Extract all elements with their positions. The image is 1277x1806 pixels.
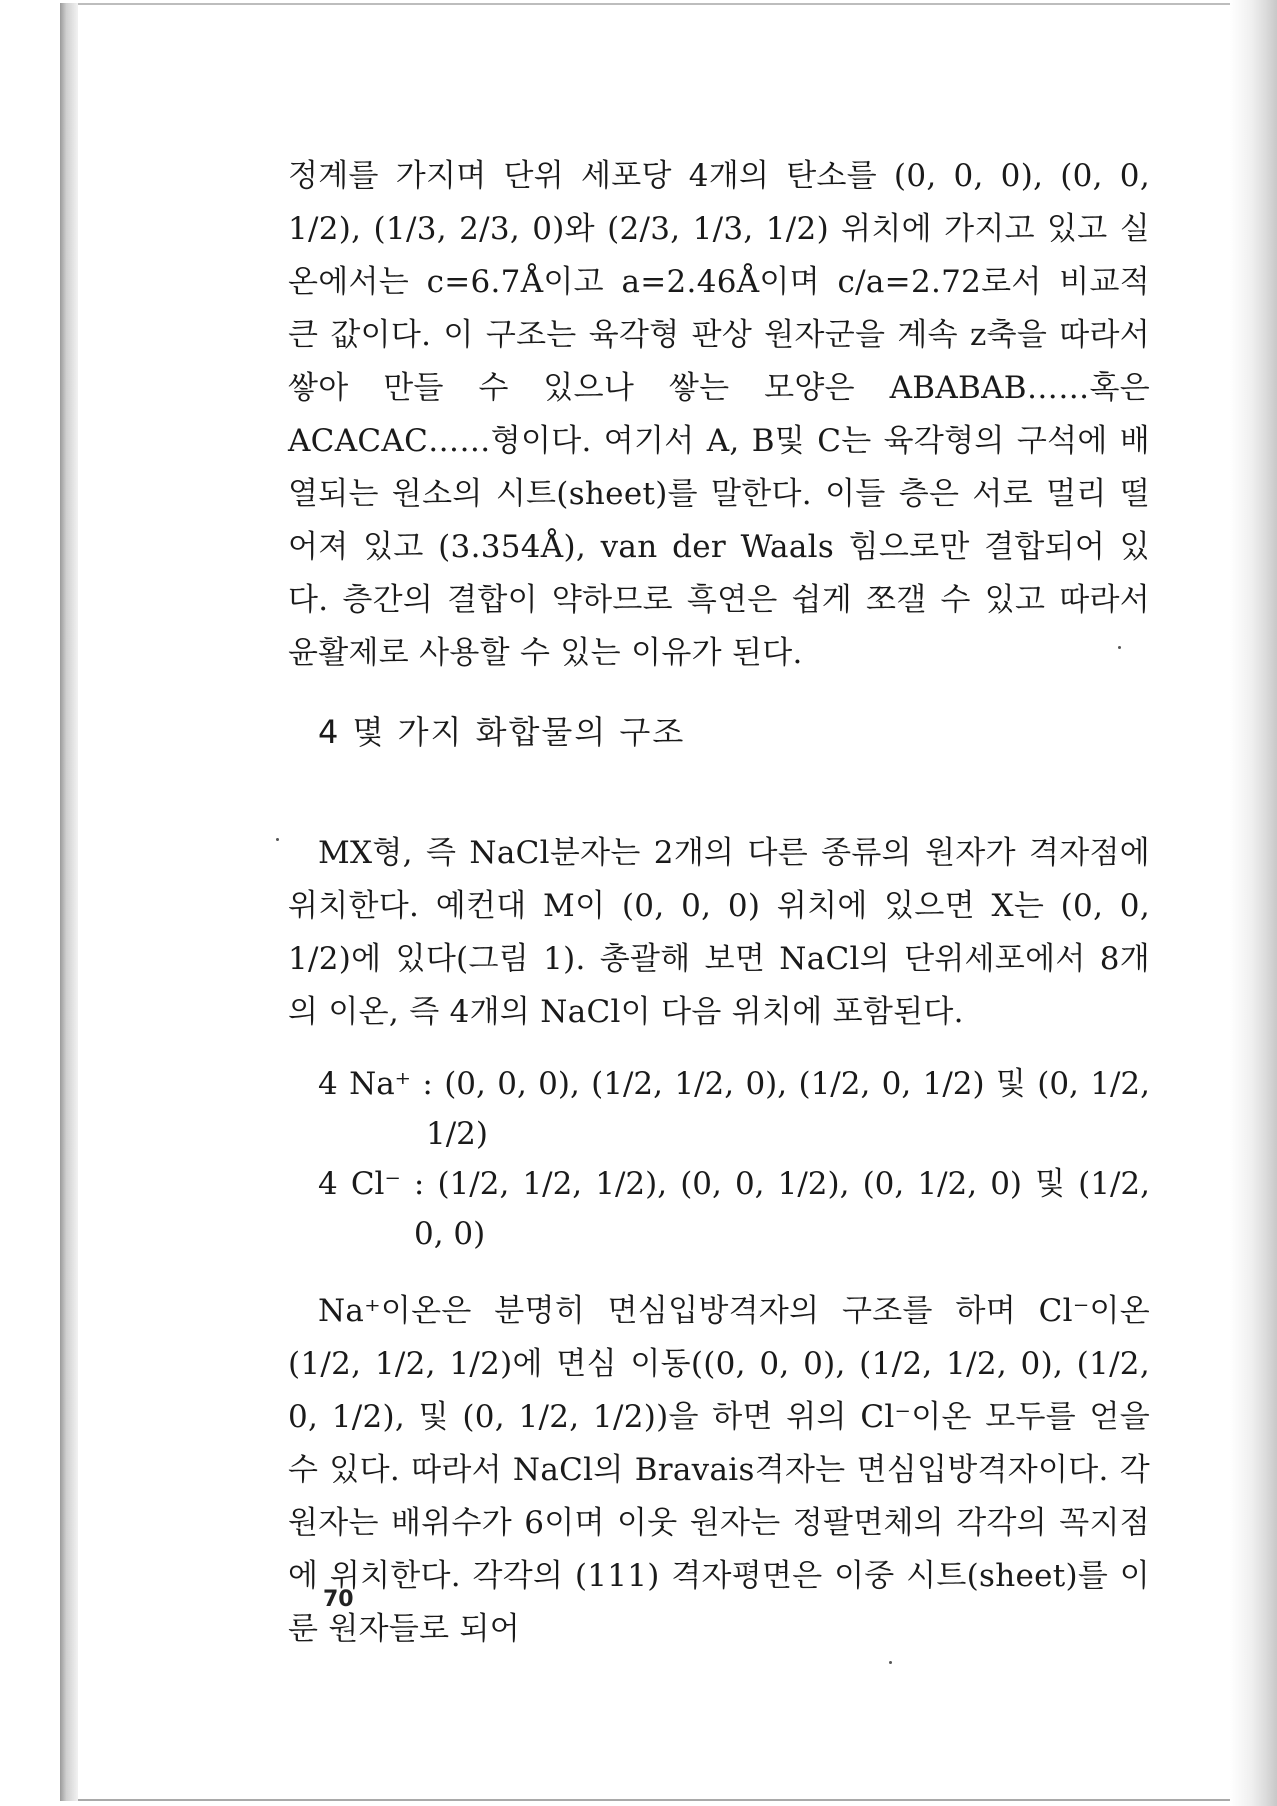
page-binding-shadow <box>60 3 78 1801</box>
paragraph-nacl-bravais: Na⁺이온은 분명히 면심입방격자의 구조를 하며 Cl⁻이온 (1/2, 1/2, 1/2)에 면심 이동((0, 0, 0), (1/2, 1/2, 0), (1/2, 0, 1/2), 및 (0, 1/2, 1/2))을 하면 위의 Cl⁻이온 모두를 얻을 수 있다. 따라서 NaCl의 Bravais격자는 면심입방격자이다. 각 원자는 배위수가 6이며 이웃 원자는 정팔면체의 각각의 꼭지점에 위치한다. 각각의 (111) 격자평면은 이중 시트(sheet)를 이룬 원자들로 되어 <box>288 1293 1150 1647</box>
cl-positions-continuation: 0, 0) <box>414 1216 486 1252</box>
paragraph-graphite-structure: 정계를 가지며 단위 세포당 4개의 탄소를 (0, 0, 0), (0, 0, 1/2), (1/3, 2/3, 0)와 (2/3, 1/3, 1/2) 위치에 가지고 있고 실온에서는 c=6.7Å이고 a=2.46Å이며 c/a=2.72로서 비교적 큰 값이다. 이 구조는 육각형 판상 원자군을 계속 z축을 따라서 쌓아 만들 수 있으나 쌓는 모양은 ABABAB……혹은 ACACAC……형이다. 여기서 A, B및 C는 육각형의 구석에 배열되는 원소의 시트(sheet)를 말한다. 이들 층은 서로 멀리 떨어져 있고 (3.354Å), van der Waals 힘으로만 결합되어 있다. 층간의 결합이 약하므로 흑연은 쉽게 쪼갤 수 있고 따라서 윤활제로 사용할 수 있는 이유가 된다. <box>288 158 1150 671</box>
paragraph-nacl-intro: MX형, 즉 NaCl분자는 2개의 다른 종류의 원자가 격자점에 위치한다. 예컨대 M이 (0, 0, 0) 위치에 있으면 X는 (0, 0, 1/2)에 있다(그림 1). 총괄해 보면 NaCl의 단위세포에서 8개의 이온, 즉 4개의 NaCl이 다음 위치에 포함된다. <box>288 835 1150 1030</box>
ion-position-list <box>288 1059 1150 1259</box>
page-body <box>288 150 1150 1647</box>
page-number: 70 <box>323 1587 354 1612</box>
scan-speck <box>1118 646 1121 649</box>
cl-positions-line: 4 Cl⁻ : (1/2, 1/2, 1/2), (0, 0, 1/2), (0, 1/2, 0) 및 (1/2, <box>318 1166 1150 1202</box>
section-heading: 4 몇 가지 화합물의 구조 <box>318 713 686 751</box>
na-positions-line: 4 Na⁺ : (0, 0, 0), (1/2, 1/2, 0), (1/2, 0, 1/2) 및 (0, 1/2, <box>318 1066 1150 1102</box>
na-positions-continuation: 1/2) <box>426 1116 488 1152</box>
scan-speck <box>889 1661 892 1664</box>
scan-speck <box>276 838 279 841</box>
page-edge-shadow <box>1230 0 1277 1806</box>
